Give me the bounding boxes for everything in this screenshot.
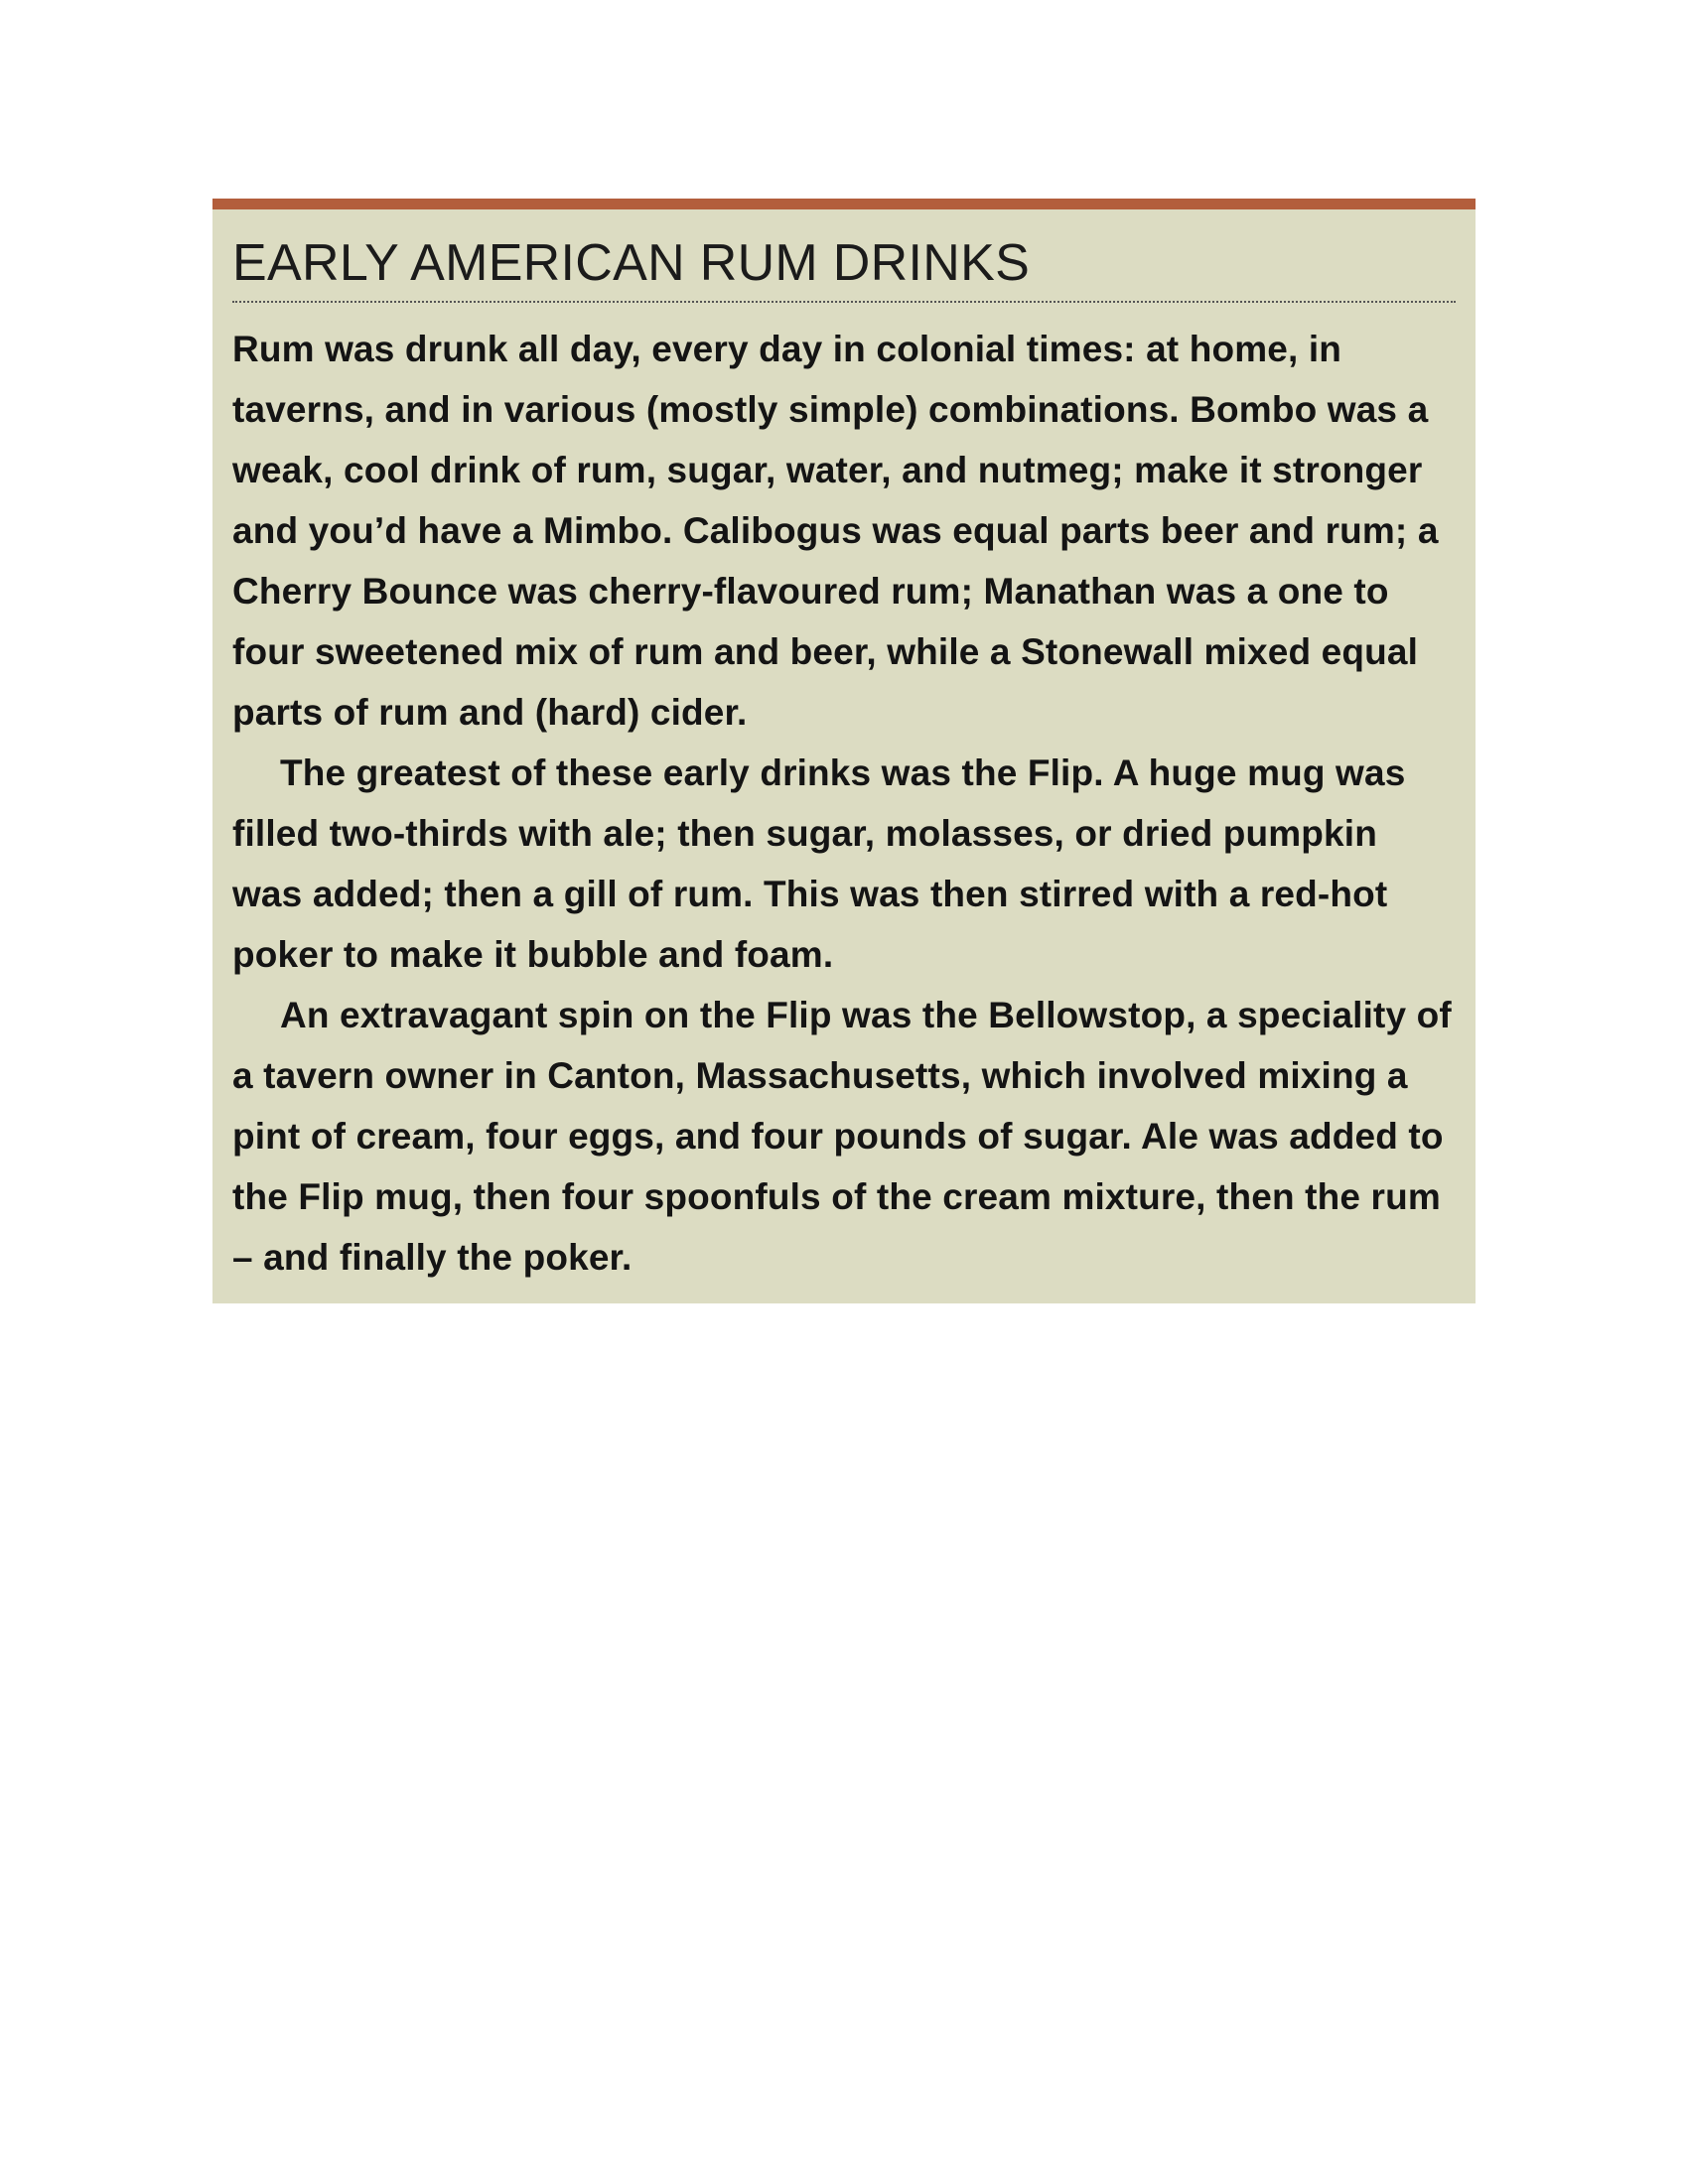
sidebar-title: EARLY AMERICAN RUM DRINKS bbox=[232, 231, 1456, 303]
sidebar-box bbox=[212, 199, 1476, 1303]
paragraph-flip: The greatest of these early drinks was the Flip. A huge mug was filled two-thirds with ale; then sugar, molasses, or dried pumpkin was added; then a gill of rum. This was then stirred with a red-hot poker to make it bubble and foam. bbox=[232, 752, 1406, 975]
paragraph-bellowstop: An extravagant spin on the Flip was the Bellowstop, a speciality of a tavern owner in Canton, Massachusetts, which involved mixing a pint of cream, four eggs, and four pounds of sugar. Ale was added to the Flip mug, then four spoonfuls of the cream mixture, then the rum – and finally the poker. bbox=[232, 995, 1452, 1278]
sidebar-body bbox=[232, 319, 1456, 1288]
paragraph-bombo: Rum was drunk all day, every day in colonial times: at home, in taverns, and in various (mostly simple) combinations. Bombo was a weak, cool drink of rum, sugar, water, and nutmeg; make it stronger and you’d have a Mimbo. Calibogus was equal parts beer and rum; a Cherry Bounce was cherry-flavoured rum; Manathan was a one to four sweetened mix of rum and beer, while a Stonewall mixed equal parts of rum and (hard) cider. bbox=[232, 329, 1439, 733]
